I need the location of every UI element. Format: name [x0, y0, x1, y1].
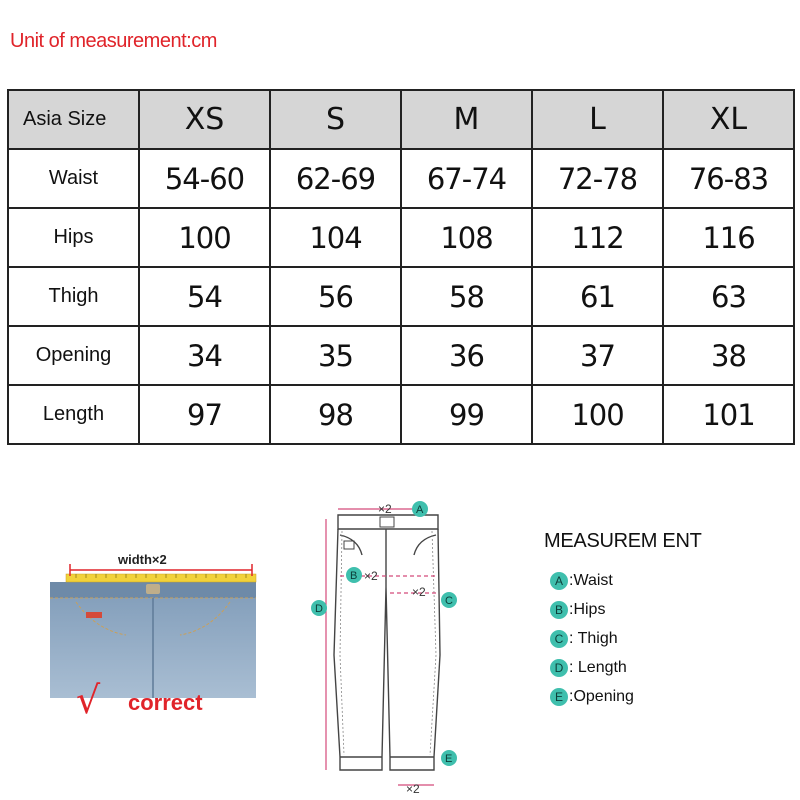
marker-d-label: D	[315, 603, 323, 615]
header-size-l: L	[532, 90, 663, 149]
header-size-xs: XS	[139, 90, 270, 149]
table-row	[8, 326, 794, 385]
legend-label: :Opening	[569, 687, 634, 705]
legend-item-hips	[550, 595, 634, 624]
row-label-opening: Opening	[8, 326, 139, 385]
table-cell: 101	[663, 385, 794, 444]
marker-b-label: B	[350, 570, 358, 582]
legend-label: :Hips	[569, 600, 606, 618]
badge-e-icon: E	[550, 688, 568, 706]
marker-e-label: E	[445, 753, 453, 765]
row-label-length: Length	[8, 385, 139, 444]
marker-c-label: C	[445, 595, 453, 607]
table-cell: 58	[401, 267, 532, 326]
size-chart-table	[7, 89, 795, 445]
header-size-xl: XL	[663, 90, 794, 149]
legend-item-waist	[550, 566, 634, 595]
table-cell: 97	[139, 385, 270, 444]
measurement-title: MEASUREM ENT	[544, 530, 702, 552]
table-cell: 67-74	[401, 149, 532, 208]
table-cell: 54-60	[139, 149, 270, 208]
badge-c-icon: C	[550, 630, 568, 648]
header-size-m: M	[401, 90, 532, 149]
table-row	[8, 385, 794, 444]
width-label: width×2	[118, 552, 167, 567]
marker-a-label: A	[416, 504, 424, 516]
marker-d	[311, 600, 327, 616]
header-asia-size: Asia Size	[8, 90, 139, 149]
table-cell: 36	[401, 326, 532, 385]
opening-x2-label: ×2	[406, 782, 420, 795]
marker-e	[441, 750, 457, 766]
row-label-thigh: Thigh	[8, 267, 139, 326]
legend-item-thigh	[550, 624, 634, 653]
table-cell: 104	[270, 208, 401, 267]
marker-b	[346, 567, 362, 583]
table-cell: 63	[663, 267, 794, 326]
thigh-x2-label: ×2	[412, 585, 426, 599]
table-row	[8, 267, 794, 326]
table-cell: 61	[532, 267, 663, 326]
table-cell: 108	[401, 208, 532, 267]
table-cell: 72-78	[532, 149, 663, 208]
legend-label: :Waist	[569, 571, 613, 589]
legend-item-opening	[550, 682, 634, 711]
table-cell: 112	[532, 208, 663, 267]
table-cell: 99	[401, 385, 532, 444]
table-cell: 35	[270, 326, 401, 385]
badge-d-icon: D	[550, 659, 568, 677]
table-header-row	[8, 90, 794, 149]
badge-a-icon: A	[550, 572, 568, 590]
marker-c	[441, 592, 457, 608]
marker-a	[412, 501, 428, 517]
table-cell: 56	[270, 267, 401, 326]
unit-note: Unit of measurement:cm	[10, 30, 217, 52]
jeans-measurement-diagram	[300, 495, 470, 795]
header-size-s: S	[270, 90, 401, 149]
row-label-hips: Hips	[8, 208, 139, 267]
row-label-waist: Waist	[8, 149, 139, 208]
hips-x2-label: ×2	[364, 569, 378, 583]
measurement-legend	[550, 566, 634, 711]
table-cell: 37	[532, 326, 663, 385]
legend-label: : Thigh	[569, 629, 618, 647]
badge-b-icon: B	[550, 601, 568, 619]
jeans-waist-photo	[46, 540, 260, 700]
table-cell: 100	[532, 385, 663, 444]
waist-x2-label: ×2	[378, 502, 392, 516]
table-cell: 62-69	[270, 149, 401, 208]
table-cell: 38	[663, 326, 794, 385]
table-cell: 54	[139, 267, 270, 326]
table-row	[8, 208, 794, 267]
check-mark-icon: √	[76, 678, 101, 722]
table-cell: 34	[139, 326, 270, 385]
table-row	[8, 149, 794, 208]
table-cell: 76-83	[663, 149, 794, 208]
legend-item-length	[550, 653, 634, 682]
correct-label: correct	[128, 690, 203, 715]
table-cell: 100	[139, 208, 270, 267]
table-cell: 98	[270, 385, 401, 444]
legend-label: : Length	[569, 658, 627, 676]
table-cell: 116	[663, 208, 794, 267]
